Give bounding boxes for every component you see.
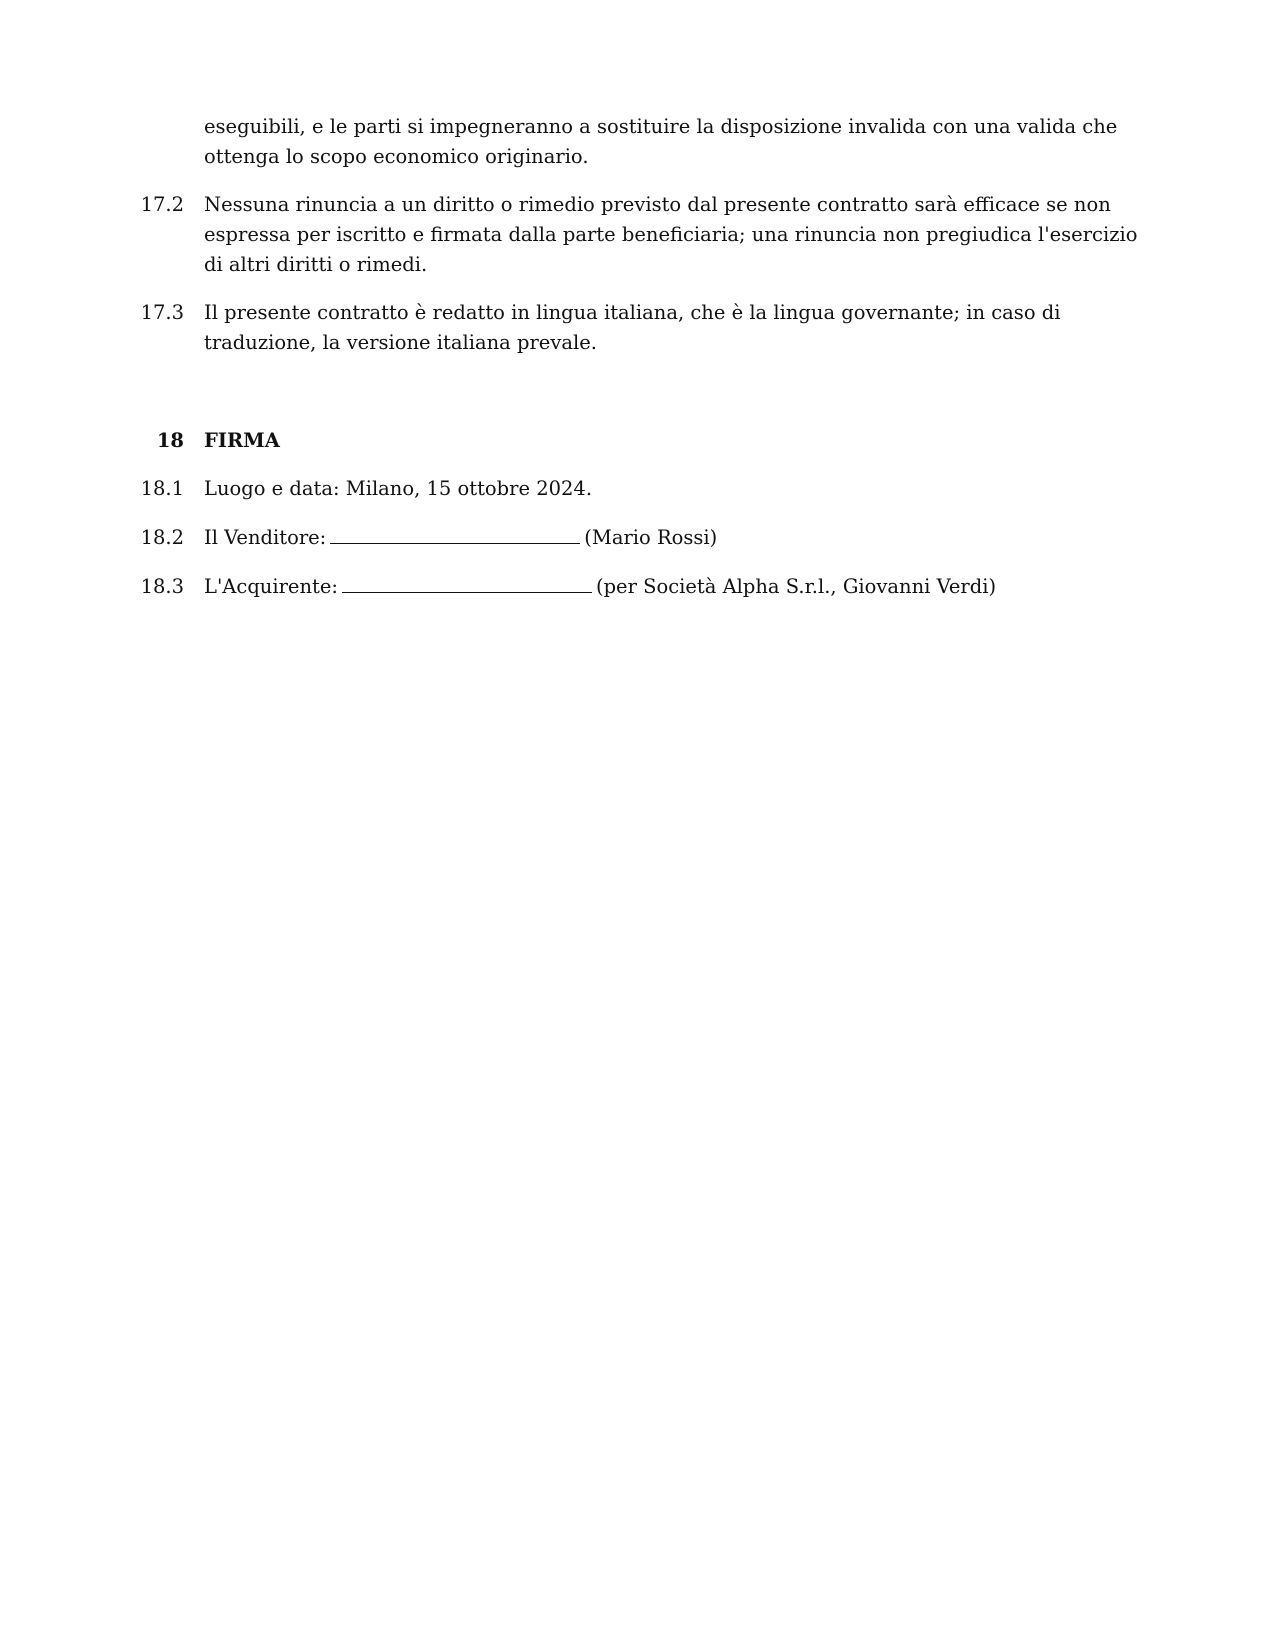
section-number: 18 <box>156 429 184 452</box>
clause-text-line: eseguibili, e le parti si impegneranno a sostituire la disposizione invalida con una valida che <box>204 115 1118 138</box>
clause-number: 17.2 <box>140 193 184 216</box>
clause-text-line: espressa per iscritto e firmata dalla parte beneficiaria; una rinuncia non pregiudica l'esercizio <box>204 223 1138 246</box>
section-heading-18 <box>140 426 1130 456</box>
clause-18-1 <box>140 474 1130 504</box>
clause-text-line: Nessuna rinuncia a un diritto o rimedio previsto dal presente contratto sarà efficace se non <box>204 193 1111 216</box>
clause-number: 17.3 <box>140 301 184 324</box>
clause-17-2 <box>140 190 1138 280</box>
buyer-signature-line <box>342 572 592 593</box>
seller-signature-line <box>330 523 580 544</box>
clause-text: Luogo e data: Milano, 15 ottobre 2024. <box>204 477 593 500</box>
clause-17-1-continuation <box>140 112 1130 172</box>
seller-label: Il Venditore: <box>204 526 327 549</box>
clause-number: 18.3 <box>140 575 184 598</box>
buyer-label: L'Acquirente: <box>204 575 338 598</box>
buyer-name: (per Società Alpha S.r.l., Giovanni Verdi) <box>595 575 997 598</box>
clause-text-line: ottenga lo scopo economico originario. <box>204 145 589 168</box>
clause-text-line: traduzione, la versione italiana prevale. <box>204 331 597 354</box>
clause-number: 18.2 <box>140 526 184 549</box>
clause-text-line: di altri diritti o rimedi. <box>204 253 428 276</box>
clause-number: 18.1 <box>140 477 184 500</box>
section-title: FIRMA <box>204 429 280 452</box>
clause-17-3 <box>140 298 1130 358</box>
clause-18-2 <box>140 523 1130 553</box>
seller-name: (Mario Rossi) <box>584 526 718 549</box>
clause-text-line: Il presente contratto è redatto in lingua italiana, che è la lingua governante; in caso di <box>204 301 1061 324</box>
clause-18-3 <box>140 572 1130 602</box>
